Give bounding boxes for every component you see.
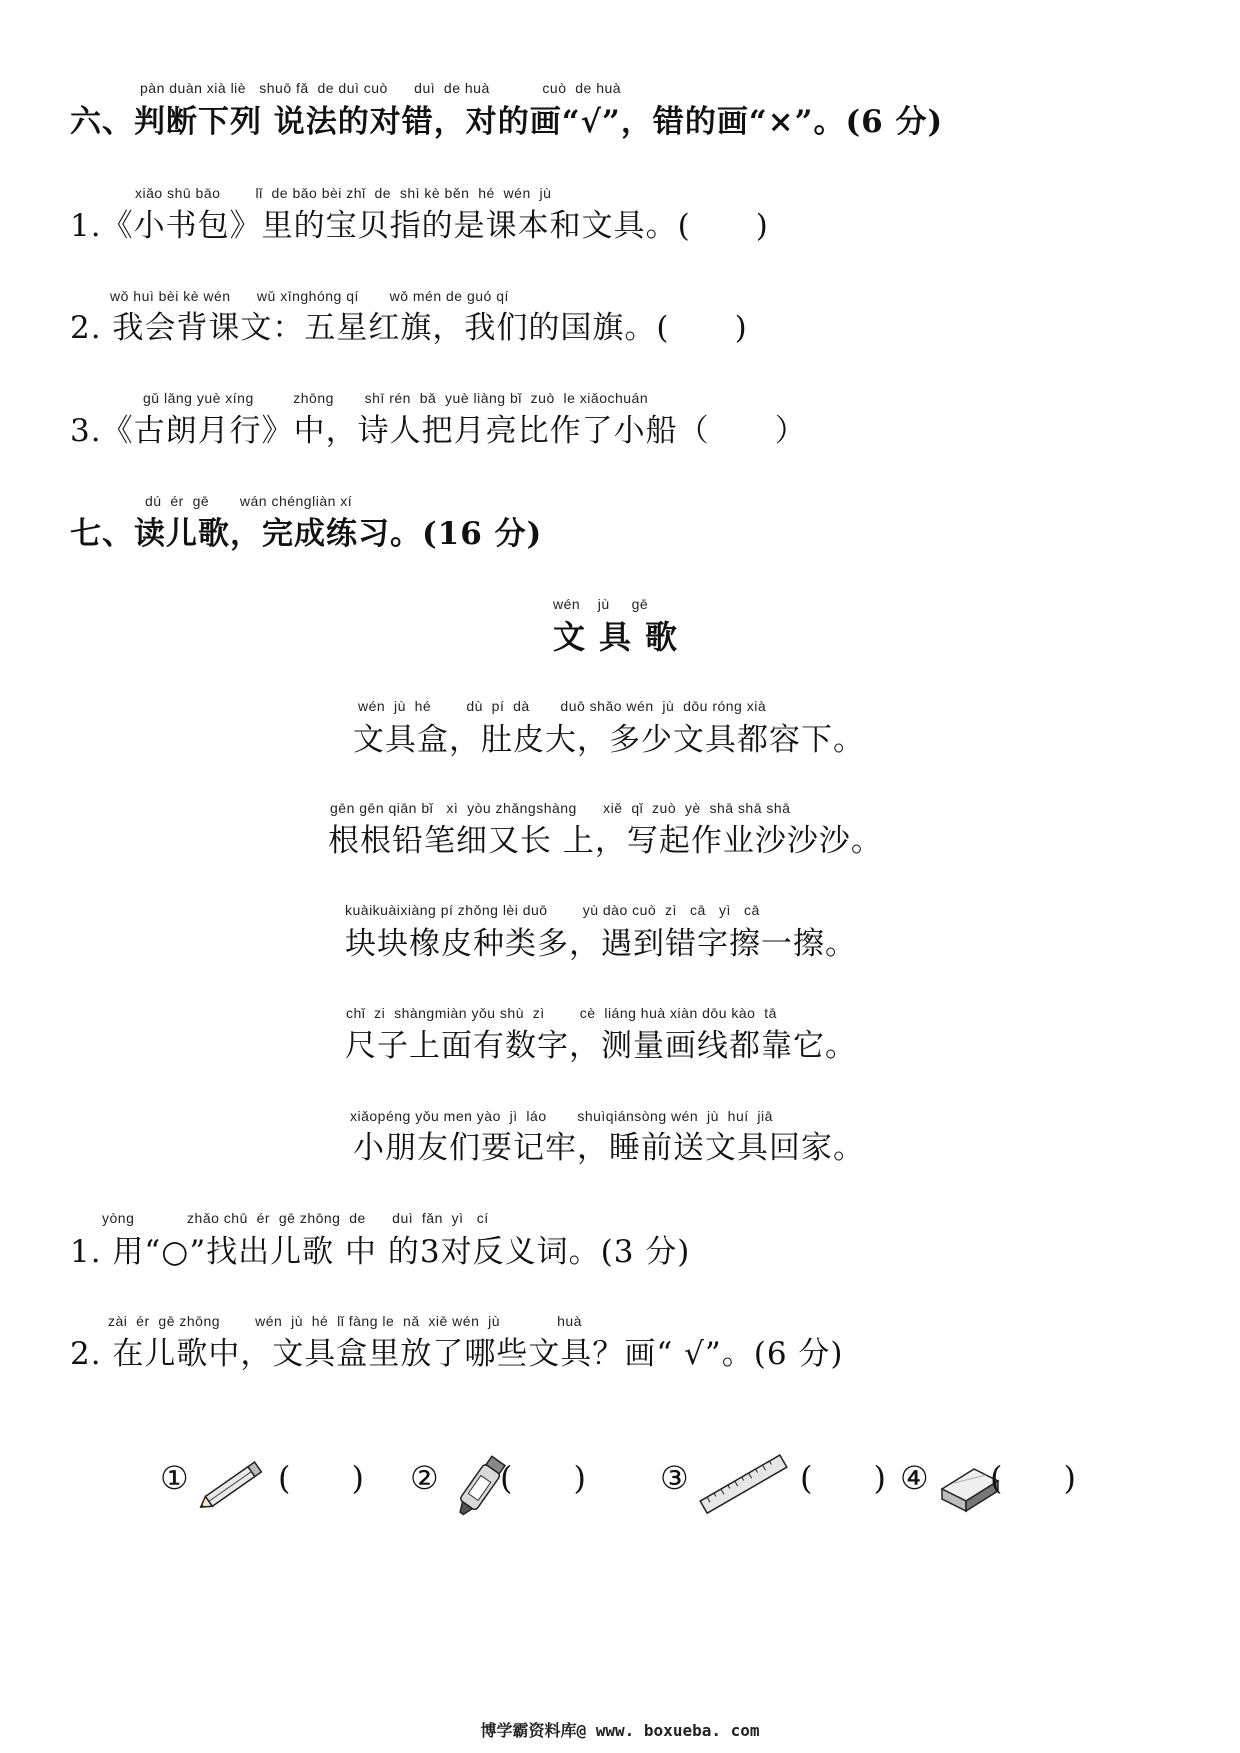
stationery-options — [160, 1445, 1100, 1525]
poem-line-text: 根根铅笔细又长 上，写起作业沙沙沙。 — [328, 823, 883, 859]
option-number: ④ — [900, 1459, 929, 1497]
item-text: 2. 我会背课文：五星红旗，我们的国旗。( ) — [70, 310, 748, 346]
ruler-icon — [694, 1445, 794, 1525]
section7-title: 七、读儿歌，完成练习。(16 分) — [70, 516, 543, 552]
poem-line-text: 文具盒，肚皮大，多少文具都容下。 — [353, 722, 865, 758]
answer-blank[interactable]: ( ) — [800, 1459, 886, 1497]
answer-blank[interactable]: ( ) — [990, 1459, 1076, 1497]
section6-pinyin: pàn duàn xià liè shuō fǎ de duì cuò duì de huà cuò de huà — [140, 80, 622, 96]
poem-line-text: 小朋友们要记牢，睡前送文具回家。 — [353, 1130, 865, 1166]
poem-line-pinyin: xiǎopéng yǒu men yào jì láo shuìqiánsòng wén jù huí jiā — [350, 1108, 773, 1124]
option-1 — [160, 1445, 370, 1525]
question-pinyin: zài ér gē zhōng wén jù hé lǐ fàng le nǎ xiē wén jù huà — [108, 1313, 582, 1329]
item-text: 1.《小书包》里的宝贝指的是课本和文具。( ) — [70, 208, 769, 244]
question-text: 1. 用“○”找出儿歌 中 的3对反义词。(3 分) — [70, 1234, 691, 1270]
poem-title-pinyin: wén jù gē — [553, 596, 649, 612]
answer-blank[interactable]: ( ) — [500, 1459, 586, 1497]
item-pinyin: gǔ lǎng yuè xíng zhōng shī rén bǎ yuè liàng bǐ zuò le xiǎochuán — [143, 390, 649, 406]
section6-title: 六、判断下列 说法的对错，对的画“√”，错的画“×”。(6 分) — [70, 104, 944, 140]
option-number: ① — [160, 1459, 189, 1497]
item-text: 3.《古朗月行》中，诗人把月亮比作了小船（ ） — [70, 413, 807, 449]
option-number: ③ — [660, 1459, 689, 1497]
poem-line-pinyin: gēn gēn qiān bǐ xì yòu zhǎngshàng xiě qǐ zuò yè shā shā shā — [330, 800, 791, 816]
footer-watermark: 博学霸资料库@ www. boxueba. com — [480, 1721, 760, 1740]
question-pinyin: yòng zhǎo chū ér gē zhōng de duì fǎn yì cí — [102, 1210, 489, 1226]
poem-title: 文具歌 — [553, 618, 692, 656]
option-4 — [900, 1445, 1100, 1525]
poem-line-pinyin: wén jù hé dù pí dà duō shǎo wén jù dōu róng xià — [358, 698, 767, 714]
section7-pinyin: dú ér gē wán chéngliàn xí — [145, 493, 353, 509]
answer-blank[interactable]: ( ) — [278, 1459, 364, 1497]
pencil-icon — [194, 1445, 274, 1525]
poem-line-pinyin: chǐ zi shàngmiàn yǒu shù zì cè liáng huà xiàn dōu kào tā — [346, 1005, 777, 1021]
question-text: 2. 在儿歌中，文具盒里放了哪些文具？画“ √”。(6 分) — [70, 1336, 844, 1372]
poem-line-text: 块块橡皮种类多，遇到错字擦一擦。 — [345, 926, 857, 962]
poem-line-pinyin: kuàikuàixiàng pí zhǒng lèi duō yù dào cuò zì cā yì cā — [345, 902, 760, 918]
option-3 — [660, 1445, 886, 1525]
item-pinyin: xiǎo shū bāo lǐ de bǎo bèi zhǐ de shì kè běn hé wén jù — [135, 185, 552, 201]
poem-line-text: 尺子上面有数字，测量画线都靠它。 — [345, 1028, 857, 1064]
item-pinyin: wǒ huì bèi kè wén wǔ xīnghóng qí wǒ mén de guó qí — [110, 288, 509, 304]
option-number: ② — [410, 1459, 439, 1497]
option-2 — [410, 1445, 620, 1525]
